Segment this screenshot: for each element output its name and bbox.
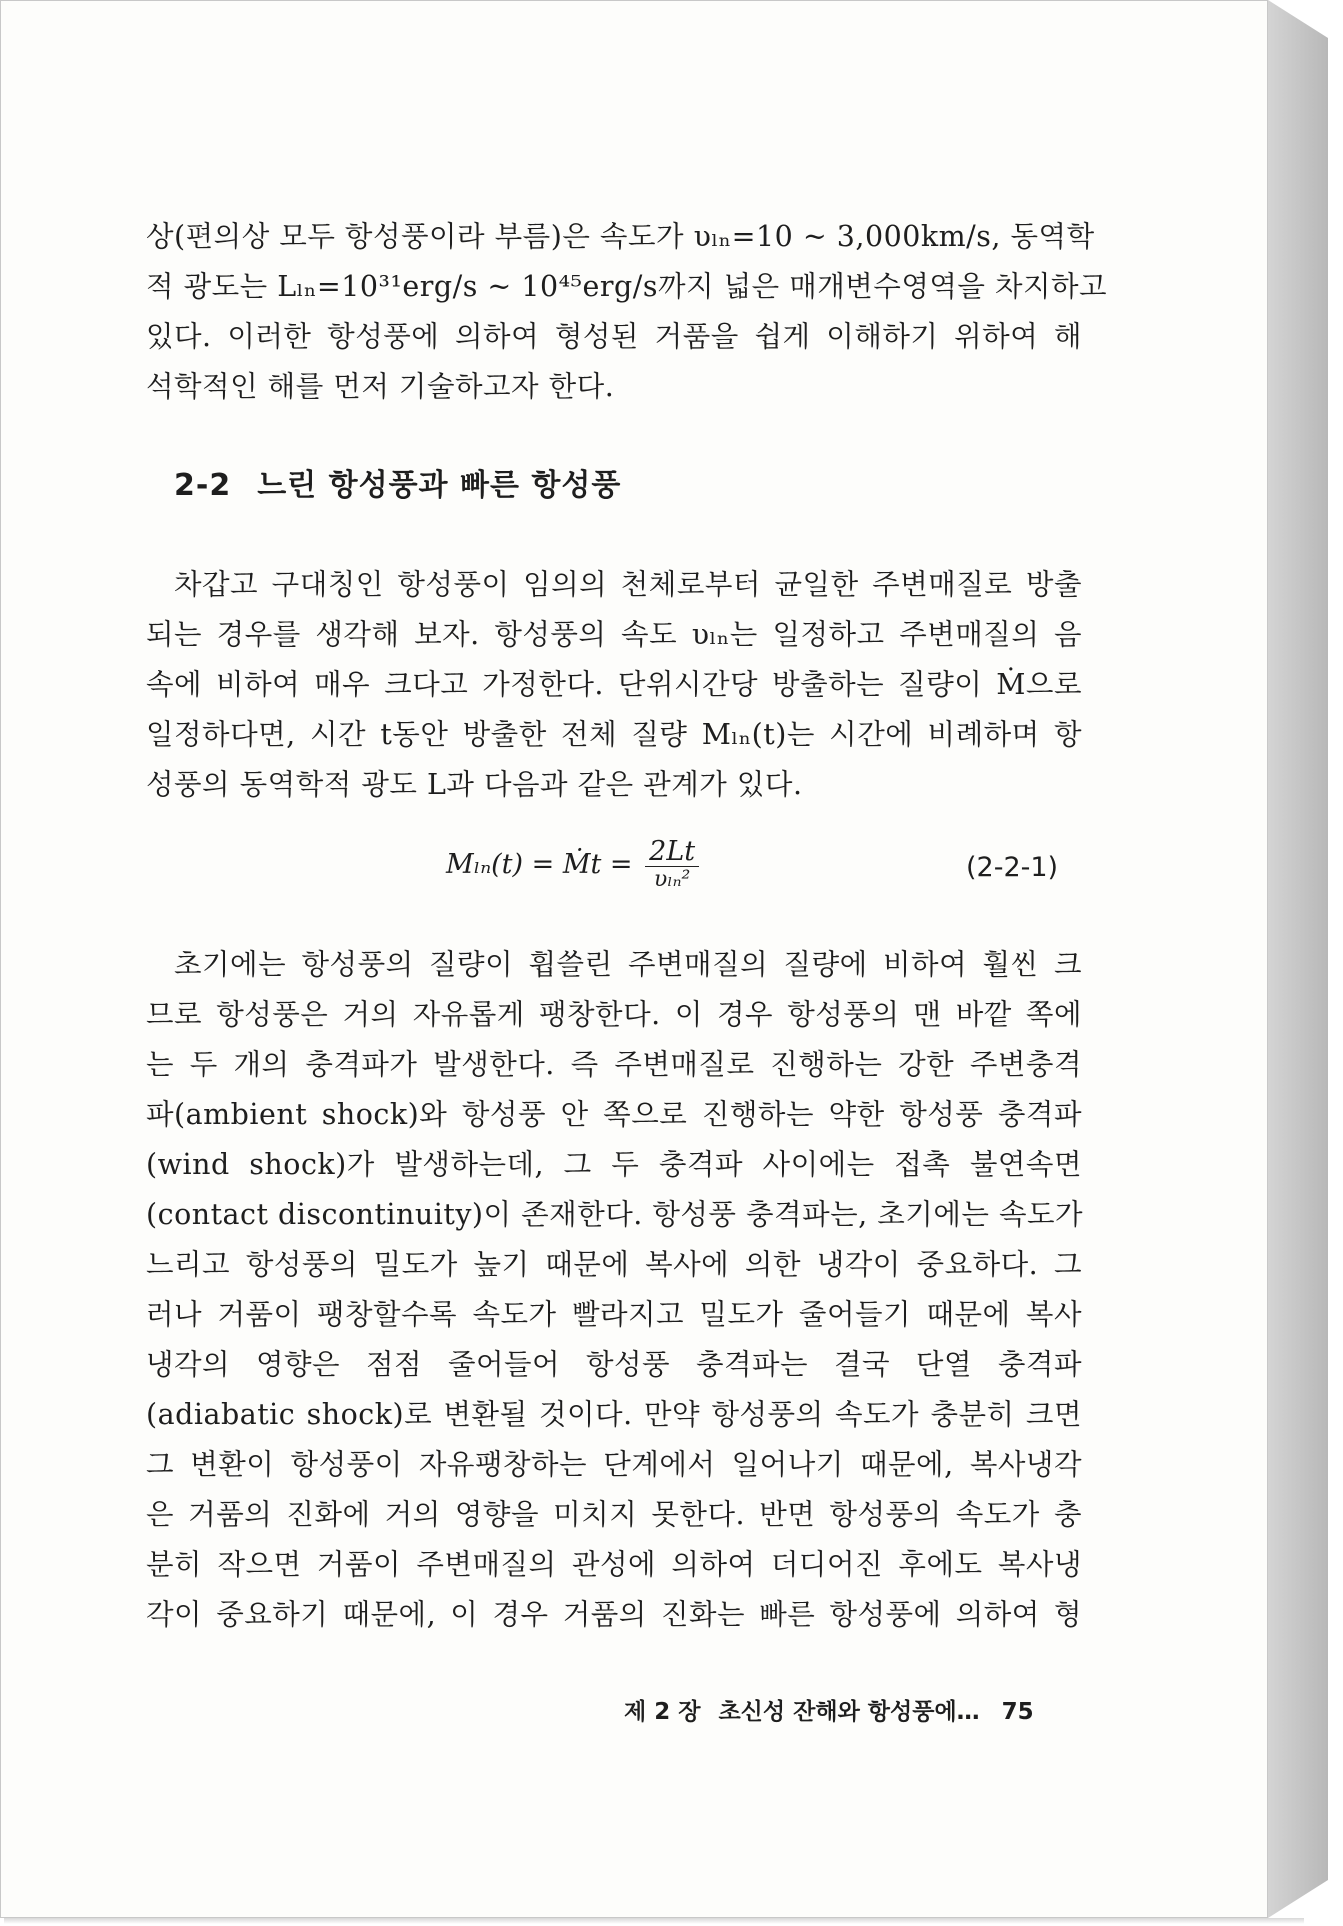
text-line: 는 두 개의 충격파가 발생한다. 즉 주변매질로 진행하는 강한 주변충격 (146, 1048, 1082, 1081)
footer-title: 초신성 잔해와 항성풍에… (718, 1699, 980, 1725)
text-line: 속에 비하여 매우 크다고 가정한다. 단위시간당 방출하는 질량이 Ṁ으로 (146, 668, 1082, 701)
equation-numerator: 2Lt (645, 838, 699, 867)
text-line: 일정하다면, 시간 t동안 방출한 전체 질량 Mₗₙ(t)는 시간에 비례하며 항 (146, 718, 1082, 751)
equation-lhs: Mₗₙ(t) = Ṁt = (446, 849, 633, 880)
page-edge-shadow (1268, 0, 1328, 1918)
equation-fraction (645, 838, 699, 893)
footer-chapter: 제 2 장 (624, 1699, 701, 1725)
text-line: (adiabatic shock)로 변환될 것이다. 만약 항성풍의 속도가 충분히 크면 (146, 1398, 1082, 1431)
text-line: 석학적인 해를 먼저 기술하고자 한다. (146, 370, 615, 403)
text-line: 차갑고 구대칭인 항성풍이 임의의 천체로부터 균일한 주변매질로 방출 (174, 568, 1082, 601)
section-paragraph (146, 560, 1082, 810)
section-heading (174, 460, 621, 504)
text-line: 파(ambient shock)와 항성풍 안 쪽으로 진행하는 약한 항성풍 충격파 (146, 1098, 1082, 1131)
page-bottom-shadow (4, 1918, 1304, 1924)
text-line: 므로 항성풍은 거의 자유롭게 팽창한다. 이 경우 항성풍의 맨 바깥 쪽에 (146, 998, 1082, 1031)
text-line: (wind shock)가 발생하는데, 그 두 충격파 사이에는 접촉 불연속면 (146, 1148, 1082, 1181)
body-paragraph (146, 940, 1082, 1640)
text-line: 되는 경우를 생각해 보자. 항성풍의 속도 υₗₙ는 일정하고 주변매질의 음 (146, 618, 1082, 651)
equation-denominator: υₗₙ² (653, 867, 691, 892)
text-line: 느리고 항성풍의 밀도가 높기 때문에 복사에 의한 냉각이 중요하다. 그 (146, 1248, 1082, 1281)
page-number: 75 (1001, 1699, 1034, 1725)
text-line: 그 변환이 항성풍이 자유팽창하는 단계에서 일어나기 때문에, 복사냉각 (146, 1448, 1082, 1481)
text-line: 분히 작으면 거품이 주변매질의 관성에 의하여 더디어진 후에도 복사냉 (146, 1548, 1082, 1581)
text-line: 성풍의 동역학적 광도 L과 다음과 같은 관계가 있다. (146, 768, 803, 801)
equation-number: (2-2-1) (966, 852, 1059, 883)
section-number: 2-2 (174, 468, 232, 503)
text-line: 러나 거품이 팽창할수록 속도가 빨라지고 밀도가 줄어들기 때문에 복사 (146, 1298, 1082, 1331)
text-line: 상(편의상 모두 항성풍이라 부름)은 속도가 υₗₙ=10 ~ 3,000km/s, 동역학 (146, 220, 1095, 253)
text-line: (contact discontinuity)이 존재한다. 항성풍 충격파는, 초기에는 속도가 (146, 1198, 1084, 1231)
text-line: 있다. 이러한 항성풍에 의하여 형성된 거품을 쉽게 이해하기 위하여 해 (146, 320, 1082, 353)
text-line: 냉각의 영향은 점점 줄어들어 항성풍 충격파는 결국 단열 충격파 (146, 1348, 1082, 1381)
intro-paragraph (146, 212, 1108, 412)
section-title: 느린 항성풍과 빠른 항성풍 (257, 468, 622, 503)
equation (446, 838, 699, 893)
text-line: 은 거품의 진화에 거의 영향을 미치지 못한다. 반면 항성풍의 속도가 충 (146, 1498, 1082, 1531)
text-line: 초기에는 항성풍의 질량이 휩쓸린 주변매질의 질량에 비하여 훨씬 크 (174, 948, 1082, 981)
text-line: 각이 중요하기 때문에, 이 경우 거품의 진화는 빠른 항성풍에 의하여 형 (146, 1598, 1082, 1631)
text-line: 적 광도는 Lₗₙ=10³¹erg/s ~ 10⁴⁵erg/s까지 넓은 매개변수영역을 차지하고 (146, 270, 1108, 303)
running-footer (624, 1693, 1034, 1726)
